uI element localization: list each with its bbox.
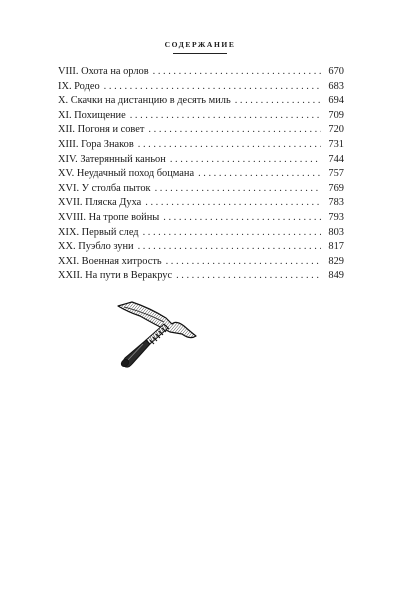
toc-entry-title: XIII. Гора Знаков <box>58 138 134 150</box>
dot-leader <box>145 197 321 208</box>
toc-entry-title: XV. Неудачный поход боцмана <box>58 168 195 180</box>
toc-entry-page: 731 <box>328 138 344 150</box>
dot-leader <box>148 124 321 135</box>
toc-entry-page: 709 <box>328 109 344 121</box>
toc-entry-title: IX. Родео <box>58 80 100 92</box>
toc-entry[interactable] <box>58 81 344 96</box>
dot-leader <box>138 139 321 150</box>
toc-entry[interactable] <box>58 270 344 285</box>
toc-entry-title: XIV. Затерянный каньон <box>58 153 166 165</box>
dot-leader <box>170 154 321 165</box>
toc-entry[interactable] <box>58 241 344 256</box>
dot-leader <box>143 227 321 238</box>
toc-entry-title: XVI. У столба пыток <box>58 182 151 194</box>
toc-entry[interactable] <box>58 168 344 183</box>
toc-entry-page: 803 <box>328 226 344 238</box>
toc-entry[interactable] <box>58 183 344 198</box>
toc-entry-title: XI. Похищение <box>58 109 126 121</box>
dot-leader <box>155 183 321 194</box>
toc-entry[interactable] <box>58 66 344 81</box>
toc-entry[interactable] <box>58 197 344 212</box>
toc-entry-title: XII. Погоня и совет <box>58 124 145 136</box>
toc-entry-page: 817 <box>328 241 344 253</box>
table-of-contents <box>58 66 344 285</box>
toc-entry-title: XVIII. На тропе войны <box>58 211 160 223</box>
toc-entry-title: VIII. Охота на орлов <box>58 66 149 77</box>
toc-entry[interactable] <box>58 110 344 125</box>
toc-entry[interactable] <box>58 256 344 271</box>
toc-entry-page: 849 <box>328 270 344 282</box>
toc-entry-page: 720 <box>328 124 344 136</box>
toc-entry-page: 744 <box>328 153 344 165</box>
dot-leader <box>153 66 321 77</box>
title-underline <box>173 53 227 54</box>
toc-entry-page: 793 <box>328 211 344 223</box>
toc-entry[interactable] <box>58 95 344 110</box>
toc-entry-title: XXII. На пути в Веракрус <box>58 270 173 282</box>
toc-entry-page: 783 <box>328 197 344 209</box>
toc-entry[interactable] <box>58 154 344 169</box>
dot-leader <box>198 168 321 179</box>
toc-entry-title: X. Скачки на дистанцию в десять миль <box>58 95 231 107</box>
toc-entry-title: XX. Пуэбло зуни <box>58 241 134 253</box>
toc-entry-page: 683 <box>328 80 344 92</box>
toc-entry-page: 694 <box>328 95 344 107</box>
toc-entry-page: 829 <box>328 255 344 267</box>
toc-entry-page: 769 <box>328 182 344 194</box>
toc-entry[interactable] <box>58 124 344 139</box>
toc-entry-title: XIX. Первый след <box>58 226 139 238</box>
toc-entry-page: 757 <box>328 168 344 180</box>
dot-leader <box>104 81 321 92</box>
toc-entry[interactable] <box>58 212 344 227</box>
dot-leader <box>130 110 321 121</box>
dot-leader <box>163 212 321 223</box>
dot-leader <box>166 256 321 267</box>
page-title: СОДЕРЖАНИЕ <box>164 40 236 49</box>
dot-leader <box>138 241 321 252</box>
dot-leader <box>235 95 321 106</box>
tomahawk-icon <box>110 300 210 380</box>
toc-entry-title: XXI. Военная хитрость <box>58 255 162 267</box>
toc-entry[interactable] <box>58 139 344 154</box>
toc-entry-title: XVII. Пляска Духа <box>58 197 142 209</box>
toc-entry-page: 670 <box>328 66 344 77</box>
toc-entry[interactable] <box>58 227 344 242</box>
dot-leader <box>176 270 321 281</box>
